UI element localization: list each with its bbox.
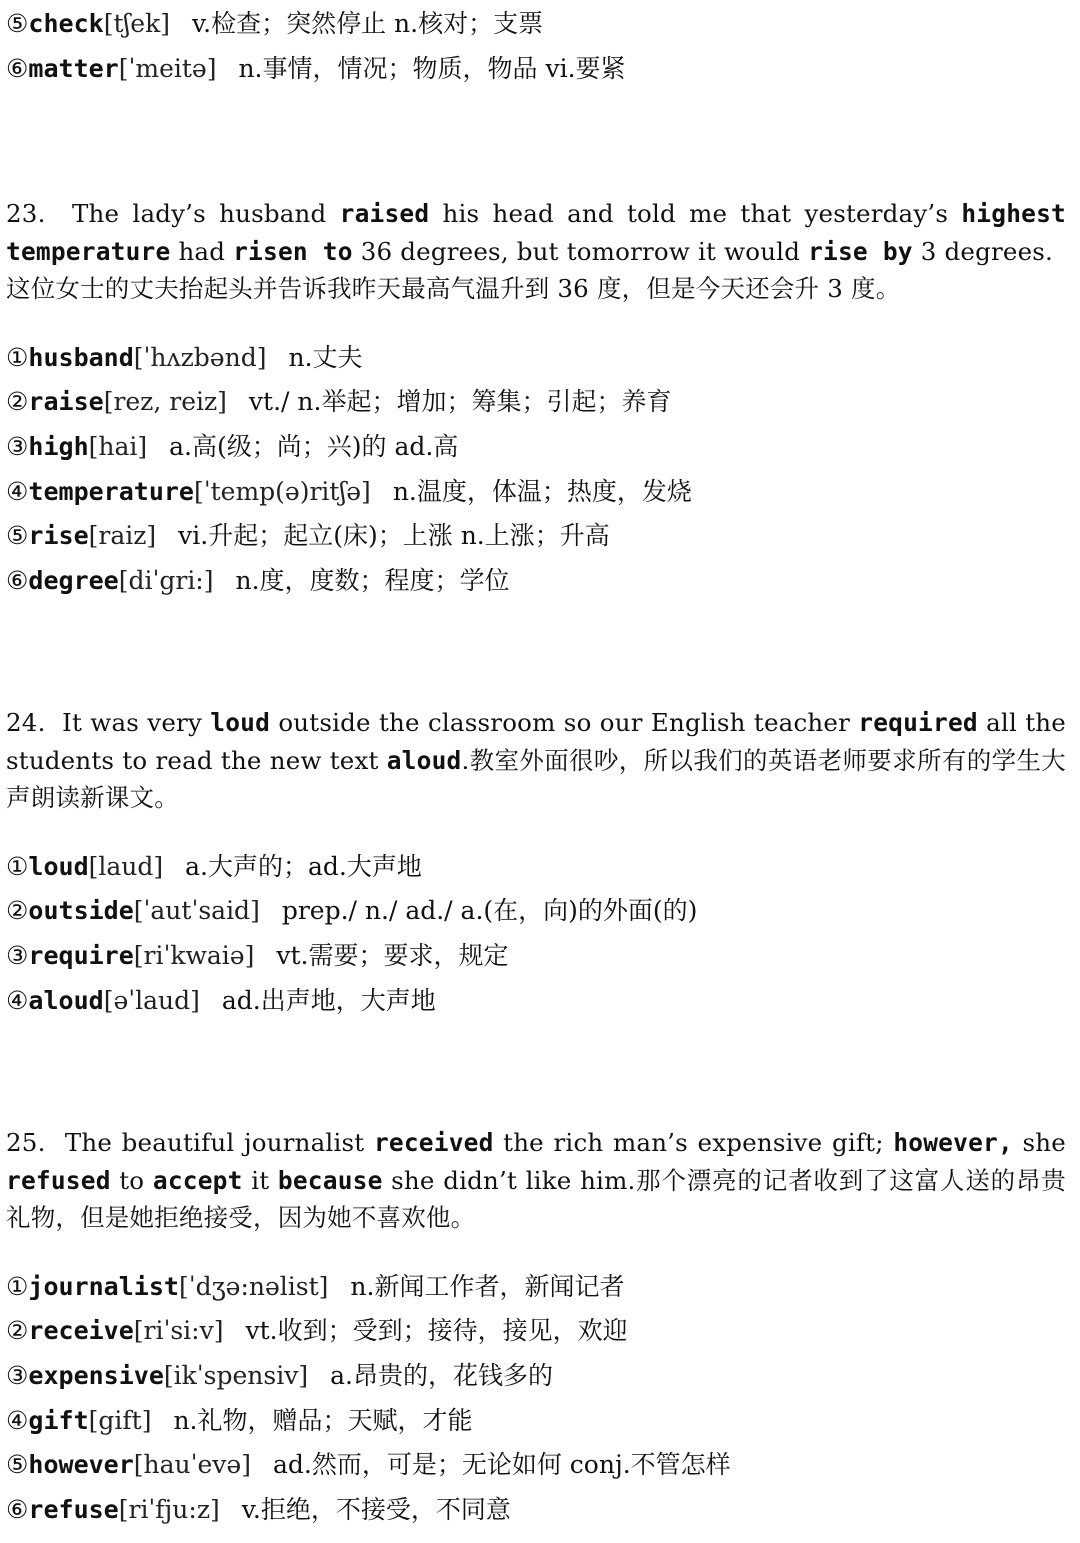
entry-pronunciation: [hai] <box>88 431 148 461</box>
section-number: 23. <box>6 199 46 228</box>
entry-word: degree <box>28 565 119 595</box>
entry-definition: v.拒绝，不接受，不同意 <box>241 1494 511 1524</box>
entry-word: aloud <box>28 985 104 1015</box>
sentence-text: 3 degrees. <box>912 236 1054 266</box>
keyword: rise by <box>808 236 913 266</box>
entry-word: check <box>28 9 104 38</box>
vocab-entry <box>6 1399 1066 1444</box>
entry-pronunciation: [laud] <box>88 851 164 881</box>
vocab-entry <box>6 2 1066 47</box>
sentence-text: . <box>461 745 470 775</box>
entry-definition: a.大声的；ad.大声地 <box>185 851 422 881</box>
chinese-translation: 那个漂亮的记者收到了这富人送的昂贵礼物，但是她拒绝接受，因为她不喜欢他。 <box>6 1165 1066 1232</box>
entry-marker: ③ <box>6 1360 29 1390</box>
keyword: risen to <box>233 236 353 266</box>
entry-marker: ⑥ <box>6 53 29 83</box>
sentence-text: 36 degrees, but tomorrow it would <box>352 236 809 266</box>
keyword: raised <box>339 199 430 228</box>
entry-word: outside <box>28 896 134 926</box>
keyword: required <box>858 708 978 737</box>
entry-word: require <box>28 940 134 970</box>
sentence-text: it <box>242 1165 278 1195</box>
entry-definition: n.度，度数；程度；学位 <box>235 565 510 595</box>
vocab-list <box>6 1265 1066 1533</box>
entry-word: gift <box>28 1405 89 1435</box>
entry-pronunciation: [raiz] <box>88 521 157 551</box>
entry-word: rise <box>28 521 89 551</box>
vocab-list <box>6 845 1066 1024</box>
entry-pronunciation: [riˈfju:z] <box>118 1494 220 1524</box>
vocab-entry <box>6 1309 1066 1354</box>
entry-marker: ① <box>6 851 29 881</box>
section-23 <box>6 195 1066 604</box>
entry-definition: vt.需要；要求，规定 <box>276 940 509 970</box>
vocab-entry <box>6 380 1066 425</box>
entry-marker: ④ <box>6 985 29 1015</box>
vocab-entry <box>6 979 1066 1024</box>
entry-marker: ② <box>6 1316 29 1346</box>
entry-marker: ④ <box>6 1405 29 1435</box>
entry-definition: ad.然而，可是；无论如何 conj.不管怎样 <box>272 1450 731 1480</box>
sentence-text: to <box>110 1165 153 1195</box>
vocab-entry <box>6 934 1066 979</box>
vocab-entry <box>6 1354 1066 1399</box>
entry-definition: a.昂贵的，花钱多的 <box>330 1360 553 1390</box>
chinese-translation: 教室外面很吵，所以我们的英语老师要求所有的学生大声朗读新课文。 <box>6 745 1066 812</box>
chinese-translation: 这位女士的丈夫抬起头并告诉我昨天最高气温升到 36 度，但是今天还会升 3 度。 <box>6 274 901 303</box>
example-sentence <box>6 195 1066 308</box>
entry-definition: ad.出声地，大声地 <box>221 985 436 1015</box>
example-sentence <box>6 1124 1066 1237</box>
entry-pronunciation: [ikˈspensiv] <box>163 1360 309 1390</box>
entry-word: expensive <box>28 1360 164 1390</box>
entry-marker: ② <box>6 896 29 926</box>
entry-definition: n.新闻工作者，新闻记者 <box>350 1271 625 1301</box>
example-sentence <box>6 704 1066 817</box>
vocab-entry <box>6 470 1066 515</box>
sentence-text: The beautiful journalist <box>64 1128 374 1157</box>
entry-pronunciation: [diˈgri:] <box>118 565 214 595</box>
vocab-entry <box>6 559 1066 604</box>
sentence-text: she didn’t like him. <box>382 1165 636 1195</box>
entry-definition: prep./ n./ ad./ a.(在，向)的外面(的) <box>281 896 698 926</box>
section-25 <box>6 1124 1066 1533</box>
entry-definition: n.温度，体温；热度，发烧 <box>392 476 692 506</box>
keyword: aloud <box>386 745 462 775</box>
entry-marker: ② <box>6 387 29 417</box>
sentence-text: It was very <box>62 708 211 737</box>
vocab-entry <box>6 1443 1066 1488</box>
vocab-entry <box>6 1488 1066 1533</box>
sentence-text: the rich man’s expensive gift; <box>493 1128 894 1157</box>
entry-word: loud <box>28 851 89 881</box>
sentence-text: had <box>170 236 234 266</box>
entry-definition: vt.收到；受到；接待，接见，欢迎 <box>245 1316 628 1346</box>
entry-definition: n.事情，情况；物质，物品 vi.要紧 <box>238 53 626 83</box>
entry-word: high <box>28 431 89 461</box>
sentence-text: The lady’s husband <box>71 199 340 228</box>
section-number: 25. <box>6 1128 46 1157</box>
entry-marker: ⑤ <box>6 521 29 551</box>
entry-marker: ⑤ <box>6 1450 29 1480</box>
entry-pronunciation: [hauˈevə] <box>133 1450 251 1480</box>
entry-definition: v.检查；突然停止 n.核对；支票 <box>191 9 544 38</box>
sentence-text: outside the classroom so our English teacher <box>270 708 859 737</box>
section-24 <box>6 704 1066 1023</box>
entry-pronunciation: [ˈhʌzbənd] <box>133 342 267 372</box>
entry-word: temperature <box>28 476 194 506</box>
entry-marker: ① <box>6 1271 29 1301</box>
entry-pronunciation: [tʃek] <box>103 9 170 38</box>
vocab-entry <box>6 336 1066 381</box>
entry-word: raise <box>28 387 104 417</box>
entry-marker: ③ <box>6 940 29 970</box>
entry-pronunciation: [əˈlaud] <box>103 985 200 1015</box>
entry-word: journalist <box>28 1271 179 1301</box>
vocab-entry <box>6 514 1066 559</box>
vocab-entry <box>6 845 1066 890</box>
entry-marker: ⑥ <box>6 565 29 595</box>
keyword: loud <box>210 708 271 737</box>
keyword: highest temperature <box>6 199 1066 266</box>
keyword: refused <box>6 1165 111 1195</box>
entry-definition: n.丈夫 <box>288 342 363 372</box>
vocab-entry <box>6 47 1066 92</box>
top-vocab-list <box>6 2 1066 91</box>
entry-marker: ① <box>6 342 29 372</box>
vocab-list <box>6 336 1066 604</box>
vocab-entry <box>6 889 1066 934</box>
entry-pronunciation: [ˈautˈsaid] <box>133 896 260 926</box>
entry-pronunciation: [riˈkwaiə] <box>133 940 255 970</box>
entry-pronunciation: [riˈsi:v] <box>133 1316 224 1346</box>
keyword: because <box>277 1165 383 1195</box>
sentence-text: his head and told me that yesterday’s <box>429 199 962 228</box>
entry-definition: vi.升起；起立(床)；上涨 n.上涨；升高 <box>178 521 610 551</box>
section-number: 24. <box>6 708 46 737</box>
entry-pronunciation: [rez, reiz] <box>103 387 227 417</box>
entry-word: husband <box>28 342 134 372</box>
keyword: received <box>373 1128 494 1157</box>
entry-word: refuse <box>28 1494 119 1524</box>
entry-marker: ⑥ <box>6 1494 29 1524</box>
entry-marker: ④ <box>6 476 29 506</box>
vocab-entry <box>6 1265 1066 1310</box>
keyword: however, <box>893 1128 1013 1157</box>
sentence-text: all the students to read the new text <box>6 708 1066 775</box>
keyword: accept <box>152 1165 243 1195</box>
vocab-entry <box>6 425 1066 470</box>
entry-definition: n.礼物，赠品；天赋，才能 <box>173 1405 473 1435</box>
entry-word: matter <box>28 53 119 83</box>
entry-word: receive <box>28 1316 134 1346</box>
entry-marker: ③ <box>6 431 29 461</box>
entry-definition: vt./ n.举起；增加；筹集；引起；养育 <box>248 387 672 417</box>
entry-pronunciation: [ˈmeitə] <box>118 53 217 83</box>
entry-pronunciation: [gift] <box>88 1405 152 1435</box>
entry-marker: ⑤ <box>6 9 29 38</box>
entry-pronunciation: [ˈdʒə:nəlist] <box>178 1271 329 1301</box>
entry-word: however <box>28 1450 134 1480</box>
entry-definition: a.高(级；尚；兴)的 ad.高 <box>169 431 459 461</box>
sentence-text: she <box>1012 1128 1066 1157</box>
entry-pronunciation: [ˈtemp(ə)ritʃə] <box>194 476 371 506</box>
